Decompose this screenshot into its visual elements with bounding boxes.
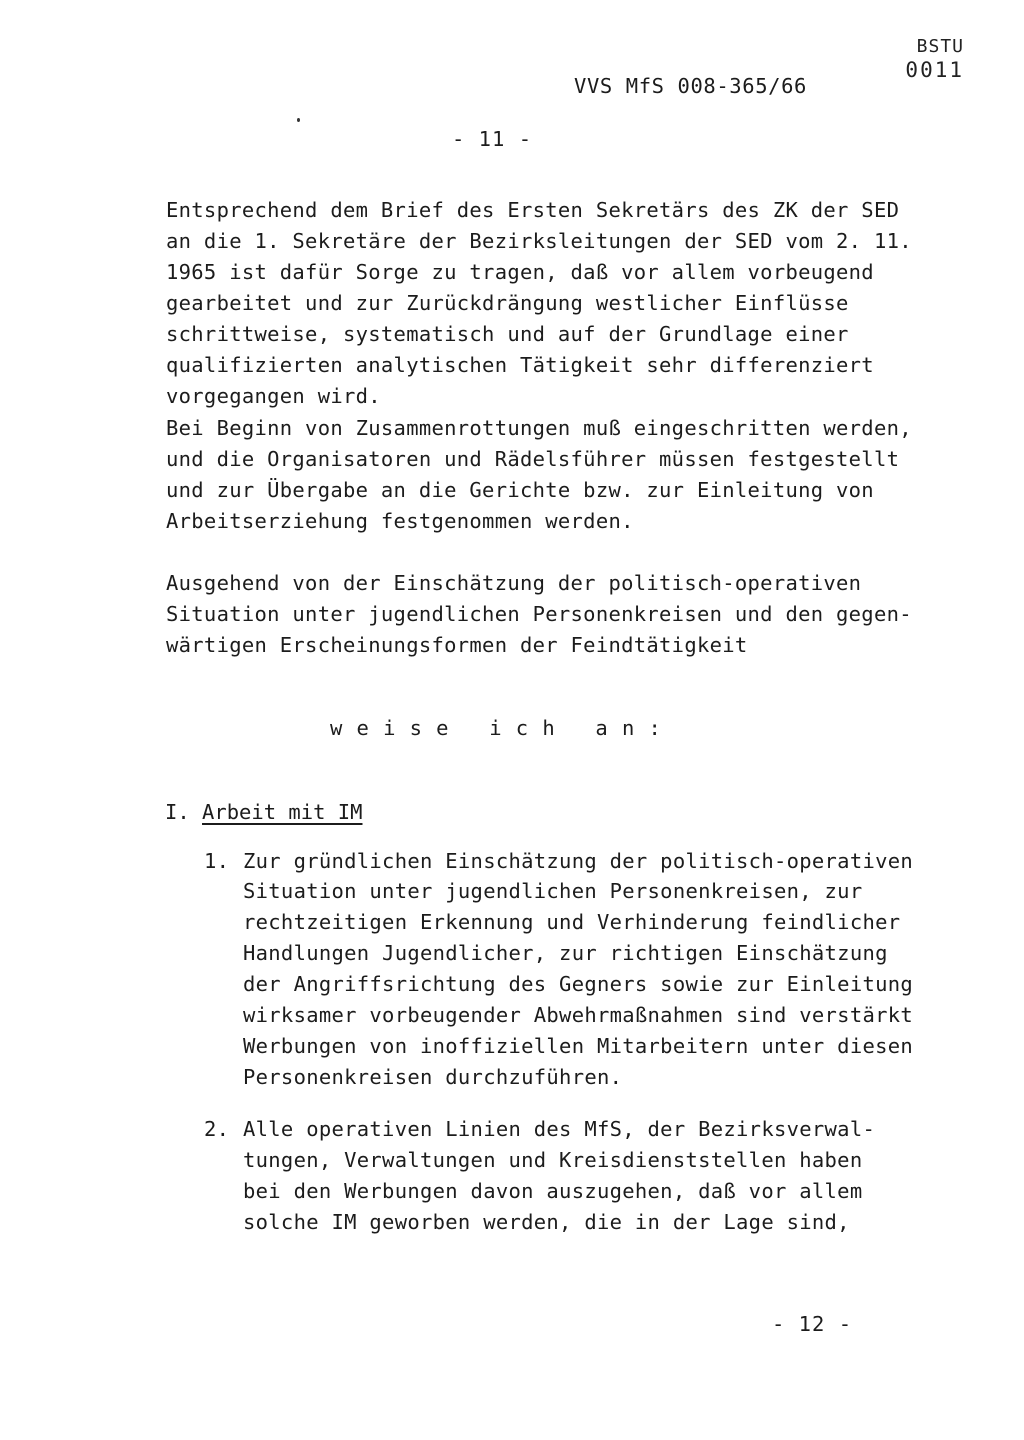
ink-speck <box>297 118 300 122</box>
text-line: Handlungen Jugendlicher, zur richtigen Einschätzung <box>243 941 888 965</box>
directive-heading: weise ich an: <box>330 716 676 740</box>
text-line: Ausgehend von der Einschätzung der politisch-operativen <box>166 571 862 595</box>
text-line: der Angriffsrichtung des Gegners sowie zur Einleitung <box>243 972 914 996</box>
next-page-marker: - 12 - <box>772 1312 853 1336</box>
text-line: Personenkreisen durchzuführen. <box>243 1065 623 1089</box>
section-number: I. <box>165 800 190 824</box>
text-line: Arbeitserziehung festgenommen werden. <box>166 509 634 533</box>
text-line: gearbeitet und zur Zurückdrängung westlicher Einflüsse <box>166 291 849 315</box>
archive-stamp-number: 0011 <box>905 58 964 82</box>
text-line: und zur Übergabe an die Gerichte bzw. zur Einleitung von <box>166 478 874 502</box>
section-title: Arbeit mit IM <box>202 800 363 824</box>
section-heading <box>165 800 362 824</box>
text-line: Entsprechend dem Brief des Ersten Sekretärs des ZK der SED <box>166 198 900 222</box>
text-line: bei den Werbungen davon auszugehen, daß vor allem <box>243 1179 863 1203</box>
text-line: wirksamer vorbeugender Abwehrmaßnahmen sind verstärkt <box>243 1003 914 1027</box>
text-line: wärtigen Erscheinungsformen der Feindtätigkeit <box>166 633 748 657</box>
text-line: tungen, Verwaltungen und Kreisdienststellen haben <box>243 1148 863 1172</box>
text-line: Bei Beginn von Zusammenrottungen muß eingeschritten werden, <box>166 416 912 440</box>
text-line: qualifizierten analytischen Tätigkeit sehr differenziert <box>166 353 874 377</box>
text-line: und die Organisatoren und Rädelsführer müssen festgestellt <box>166 447 900 471</box>
text-line: Zur gründlichen Einschätzung der politisch-operativen <box>243 849 914 873</box>
text-line: Werbungen von inoffiziellen Mitarbeitern unter diesen <box>243 1034 914 1058</box>
archive-stamp-label: BSTU <box>916 36 964 57</box>
page-number: - 11 - <box>452 127 533 151</box>
text-line: solche IM geworben werden, die in der Lage sind, <box>243 1210 850 1234</box>
text-line: Alle operativen Linien des MfS, der Bezirksverwal- <box>243 1117 876 1141</box>
text-line: schrittweise, systematisch und auf der Grundlage einer <box>166 322 849 346</box>
text-line: Situation unter jugendlichen Personenkreisen, zur <box>243 879 863 903</box>
text-line: Situation unter jugendlichen Personenkreisen und den gegen- <box>166 602 912 626</box>
text-line: 1965 ist dafür Sorge zu tragen, daß vor allem vorbeugend <box>166 260 874 284</box>
text-line: vorgegangen wird. <box>166 384 381 408</box>
list-item-number: 2. <box>204 1117 230 1141</box>
archive-stamp <box>905 36 964 82</box>
text-line: rechtzeitigen Erkennung und Verhinderung feindlicher <box>243 910 901 934</box>
list-item-number: 1. <box>204 849 230 873</box>
document-reference: VVS MfS 008-365/66 <box>574 74 807 98</box>
text-line: an die 1. Sekretäre der Bezirksleitungen der SED vom 2. 11. <box>166 229 912 253</box>
